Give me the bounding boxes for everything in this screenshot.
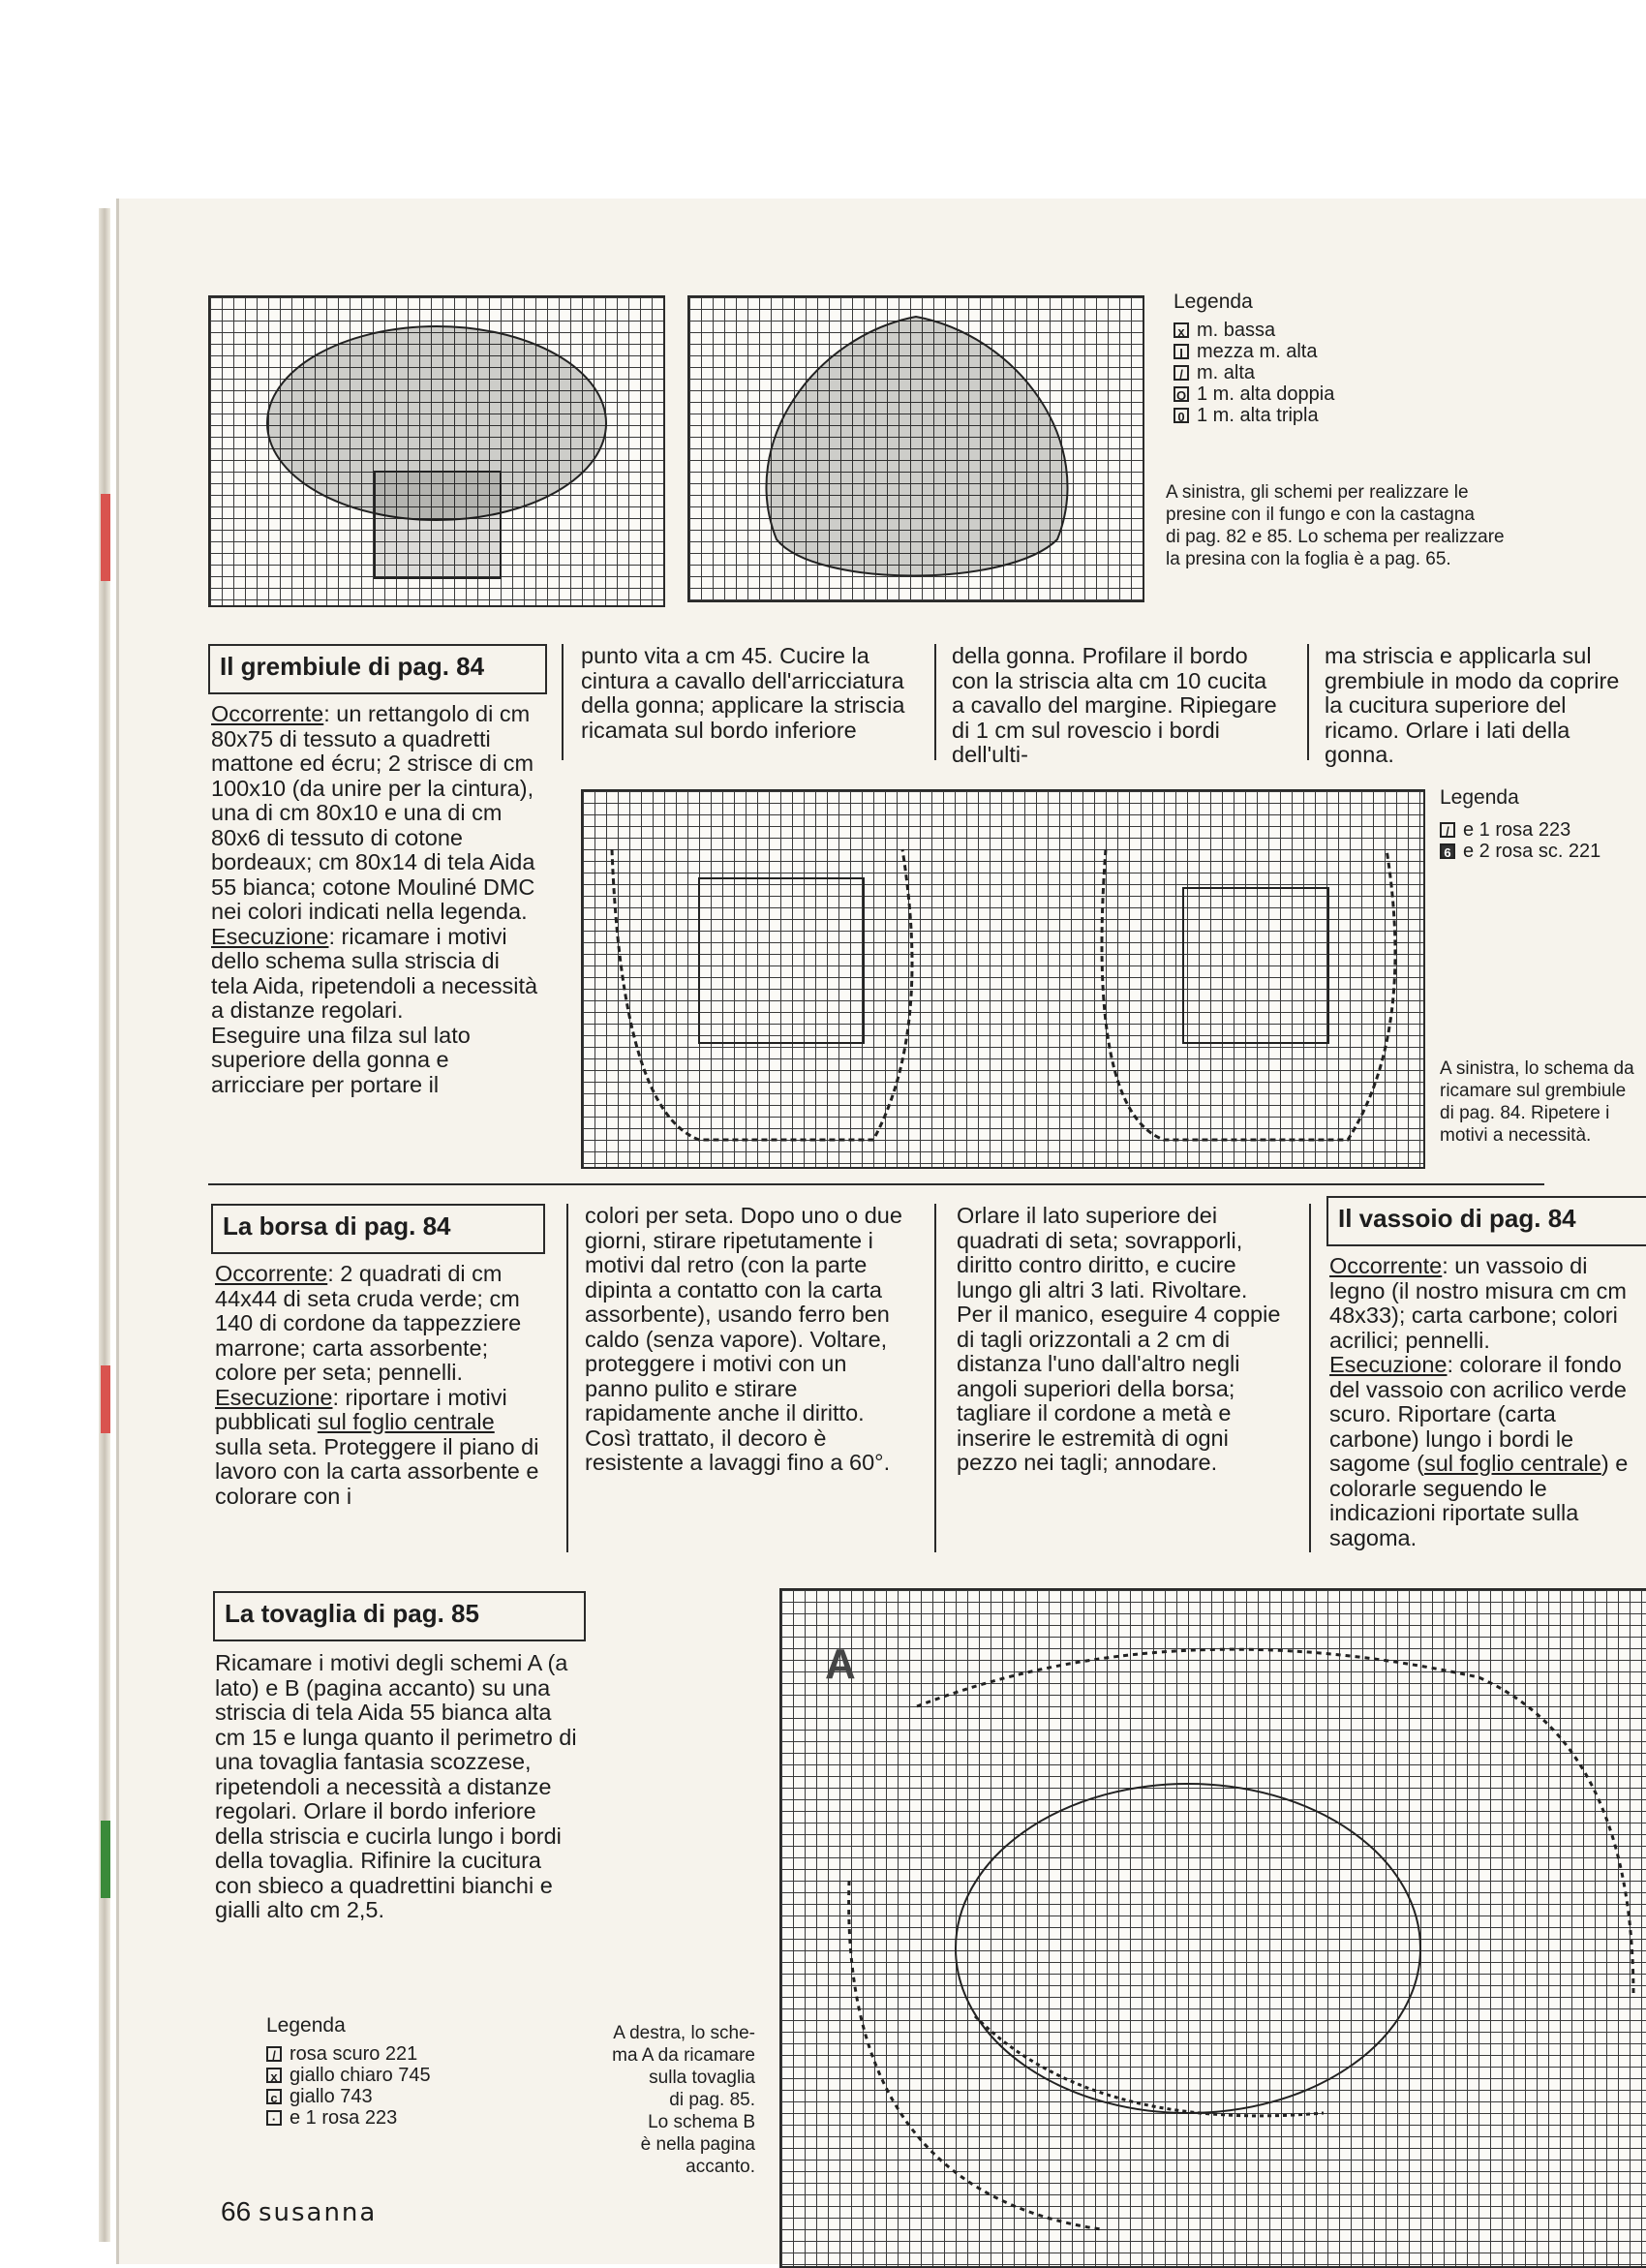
paragraph: Eseguire una filza sul lato superiore della gonna e arricciare per portare il bbox=[211, 1022, 471, 1097]
caption-line: A destra, lo sche- bbox=[613, 2023, 755, 2043]
grembiule-caption bbox=[1440, 1057, 1643, 1147]
grembiule-col-4: ma striscia e applicarla sul grembiule in modo da coprire la cucitura superiore del ricamo. Orlare i lati della gonna. bbox=[1325, 643, 1620, 767]
legend-item bbox=[1174, 341, 1334, 362]
esecuzione-text: : colorare il fondo del vassoio con acrilico verde scuro. Riportare (carta carbone) lungo i bordi le sagome ( bbox=[1329, 1352, 1627, 1476]
legend-top bbox=[1174, 291, 1334, 426]
borsa-col-1 bbox=[215, 1262, 544, 1509]
scheme-label: A bbox=[825, 1640, 856, 1688]
top-caption bbox=[1166, 481, 1572, 570]
legend-title: Legenda bbox=[1440, 786, 1519, 809]
legend-item bbox=[1174, 405, 1334, 426]
magazine-name: susanna bbox=[258, 2198, 378, 2227]
occorrente-label: Occorrente bbox=[211, 701, 324, 726]
legend-label: e 2 rosa sc. 221 bbox=[1463, 841, 1601, 862]
crochet-chart-chestnut bbox=[687, 295, 1144, 602]
legend-grembiule bbox=[1440, 786, 1600, 862]
embroidery-chart-grembiule bbox=[581, 789, 1425, 1169]
column-divider bbox=[562, 644, 564, 760]
legend-label: e 1 rosa 223 bbox=[1463, 819, 1571, 841]
legend-tovaglia bbox=[266, 2014, 431, 2129]
esecuzione-text: ) e colorarle seguendo le indicazioni riportate sulla sagoma. bbox=[1329, 1451, 1629, 1550]
legend-item bbox=[1174, 320, 1334, 341]
occorrente-text: : un rettangolo di cm 80x75 di tessuto a quadretti mattone ed écru; 2 strisce di cm 100x10 (da unire per la cintura), una di cm 80x10 e una di cm 80x6 di tessuto di cotone bordeaux; cm 80x14 di tela Aida 55 bianca; cotone Mouliné DMC nei colori indicati nella legenda. bbox=[211, 701, 535, 924]
slash-symbol-icon: / bbox=[1174, 365, 1189, 381]
grembiule-col-2: punto vita a cm 45. Cucire la cintura a cavallo dell'arricciatura della gonna; applicare la striscia ricamata sul bordo inferiore bbox=[581, 643, 905, 743]
esecuzione-text: : riportare i motivi pubblicati bbox=[215, 1384, 507, 1434]
caption-line: A sinistra, gli schemi per realizzare le bbox=[1166, 482, 1469, 503]
c-symbol-icon: c bbox=[266, 2089, 282, 2104]
column-divider bbox=[1309, 1204, 1311, 1552]
column-divider bbox=[934, 1204, 936, 1552]
occorrente-text: : 2 quadrati di cm 44x44 di seta cruda verde; cm 140 di cordone da tappezziere marrone; carta assorbente; colore per seta; pennelli. bbox=[215, 1261, 522, 1385]
caption-line: la presina con la foglia è a pag. 65. bbox=[1166, 549, 1451, 569]
foglio-centrale-reference: sul foglio centrale bbox=[1423, 1451, 1601, 1476]
bar-symbol-icon: I bbox=[1174, 344, 1189, 359]
section-heading-vassoio: Il vassoio di pag. 84 bbox=[1326, 1196, 1646, 1246]
page-edge-mark bbox=[101, 494, 110, 581]
borsa-col-3: Orlare il lato superiore dei quadrati di seta; sovrapporli, diritto contro diritto, e cucire lungo gli altri 3 lati. Rivoltare. Per il manico, eseguire 4 coppie di tagli orizzontali a 2 cm di distanza l'uno dall'altro negli angoli superiori della borsa; tagliare il cordone a metà e inserire le estremità di ogni pezzo nei tagli; annodare. bbox=[957, 1203, 1281, 1475]
caption-line: ricamare sul grembiule bbox=[1440, 1081, 1627, 1101]
legend-item bbox=[1174, 383, 1334, 405]
tovaglia-caption bbox=[581, 2022, 755, 2178]
column-divider bbox=[1307, 644, 1309, 760]
six-symbol-icon: 6 bbox=[1440, 843, 1455, 859]
caption-line: presine con il fungo e con la castagna bbox=[1166, 505, 1475, 525]
filled-circle-symbol-icon: 0 bbox=[1174, 408, 1189, 423]
caption-line: sulla tovaglia bbox=[649, 2068, 755, 2088]
legend-label: mezza m. alta bbox=[1197, 341, 1318, 362]
caption-line: di pag. 84. Ripetere i bbox=[1440, 1103, 1610, 1123]
legend-title: Legenda bbox=[1174, 291, 1253, 313]
embroidery-chart-tovaglia-a bbox=[779, 1588, 1646, 2268]
section-divider bbox=[208, 1183, 1544, 1185]
caption-line: Lo schema B bbox=[648, 2112, 755, 2132]
page-edge-mark bbox=[101, 1821, 110, 1898]
column-divider bbox=[566, 1204, 568, 1552]
legend-item bbox=[1440, 841, 1600, 862]
esecuzione-label: Esecuzione bbox=[211, 923, 329, 949]
occorrente-label: Occorrente bbox=[1329, 1253, 1443, 1278]
legend-item bbox=[266, 2107, 431, 2129]
legend-item bbox=[1174, 362, 1334, 383]
legend-label: 1 m. alta doppia bbox=[1197, 383, 1335, 405]
esecuzione-label: Esecuzione bbox=[215, 1384, 333, 1410]
legend-item bbox=[266, 2086, 431, 2107]
caption-line: è nella pagina bbox=[640, 2134, 755, 2155]
legend-label: 1 m. alta tripla bbox=[1197, 405, 1319, 426]
circle-symbol-icon: O bbox=[1174, 386, 1189, 402]
section-heading-tovaglia: La tovaglia di pag. 85 bbox=[213, 1591, 586, 1641]
vassoio-col bbox=[1329, 1254, 1641, 1550]
section-heading-grembiule: Il grembiule di pag. 84 bbox=[208, 644, 547, 694]
legend-label: giallo chiaro 745 bbox=[290, 2065, 431, 2086]
page-number: 66 bbox=[221, 2196, 252, 2226]
page-edge-mark bbox=[101, 1365, 110, 1433]
esecuzione-label: Esecuzione bbox=[1329, 1352, 1448, 1377]
caption-line: ma A da ricamare bbox=[612, 2045, 755, 2066]
x-symbol-icon: x bbox=[266, 2068, 282, 2083]
legend-label: e 1 rosa 223 bbox=[290, 2107, 398, 2129]
slash-symbol-icon: / bbox=[266, 2046, 282, 2062]
legend-label: rosa scuro 221 bbox=[290, 2043, 418, 2065]
slash-symbol-icon: / bbox=[1440, 822, 1455, 838]
caption-line: motivi a necessità. bbox=[1440, 1125, 1592, 1146]
legend-item bbox=[266, 2065, 431, 2086]
esecuzione-text: : ricamare i motivi dello schema sulla striscia di tela Aida, ripetendoli a necessità a distanze regolari. bbox=[211, 923, 538, 1023]
caption-line: accanto. bbox=[686, 2157, 755, 2177]
legend-label: m. bassa bbox=[1197, 320, 1276, 341]
legend-item bbox=[266, 2043, 431, 2065]
legend-title: Legenda bbox=[266, 2014, 346, 2037]
page-footer bbox=[221, 2196, 377, 2227]
caption-line: di pag. 85. bbox=[669, 2090, 755, 2110]
caption-line: A sinistra, lo schema da bbox=[1440, 1058, 1634, 1079]
section-heading-borsa: La borsa di pag. 84 bbox=[211, 1204, 545, 1254]
caption-line: di pag. 82 e 85. Lo schema per realizzare bbox=[1166, 527, 1505, 547]
foglio-centrale-reference: sul foglio centrale bbox=[317, 1409, 495, 1434]
x-symbol-icon: x bbox=[1174, 322, 1189, 338]
legend-item bbox=[1440, 819, 1600, 841]
dot-symbol-icon: · bbox=[266, 2110, 282, 2126]
column-divider bbox=[934, 644, 936, 760]
tovaglia-text: Ricamare i motivi degli schemi A (a lato) e B (pagina accanto) su una striscia di tela Aida 55 bianca alta cm 15 e lunga quanto il perimetro di una tovaglia fantasia scozzese, ripetendoli a necessità a distanze regolari. Orlare il bordo inferiore della striscia e cucirla lungo i bordi della tovaglia. Rifinire la cucitura con sbieco a quadrettini bianchi e gialli alto cm 2,5. bbox=[215, 1650, 577, 1922]
crochet-chart-mushroom bbox=[208, 295, 665, 607]
occorrente-label: Occorrente bbox=[215, 1261, 328, 1286]
legend-label: giallo 743 bbox=[290, 2086, 373, 2107]
esecuzione-text: sulla seta. Proteggere il piano di lavoro con la carta assorbente e colorare con i bbox=[215, 1433, 539, 1509]
grembiule-col-1 bbox=[211, 702, 540, 1097]
occorrente-text: : un vassoio di legno (il nostro misura cm cm 48x33); carta carbone; colori acrilici; pennelli. bbox=[1329, 1253, 1627, 1353]
borsa-col-2: colori per seta. Dopo uno o due giorni, stirare ripetutamente i motivi dal retro (con la parte dipinta a contatto con la carta assorbente), usando ferro ben caldo (senza vapore). Voltare, proteggere i motivi con un panno pulito e stirare rapidamente anche il diritto. Così trattato, il decoro è resistente a lavaggi fino a 60°. bbox=[585, 1203, 902, 1475]
grembiule-col-3: della gonna. Profilare il bordo con la striscia alta cm 10 cucita a cavallo del margine. Ripiegare di 1 cm sul rovescio i bordi dell'ulti- bbox=[952, 643, 1277, 767]
legend-label: m. alta bbox=[1197, 362, 1256, 383]
